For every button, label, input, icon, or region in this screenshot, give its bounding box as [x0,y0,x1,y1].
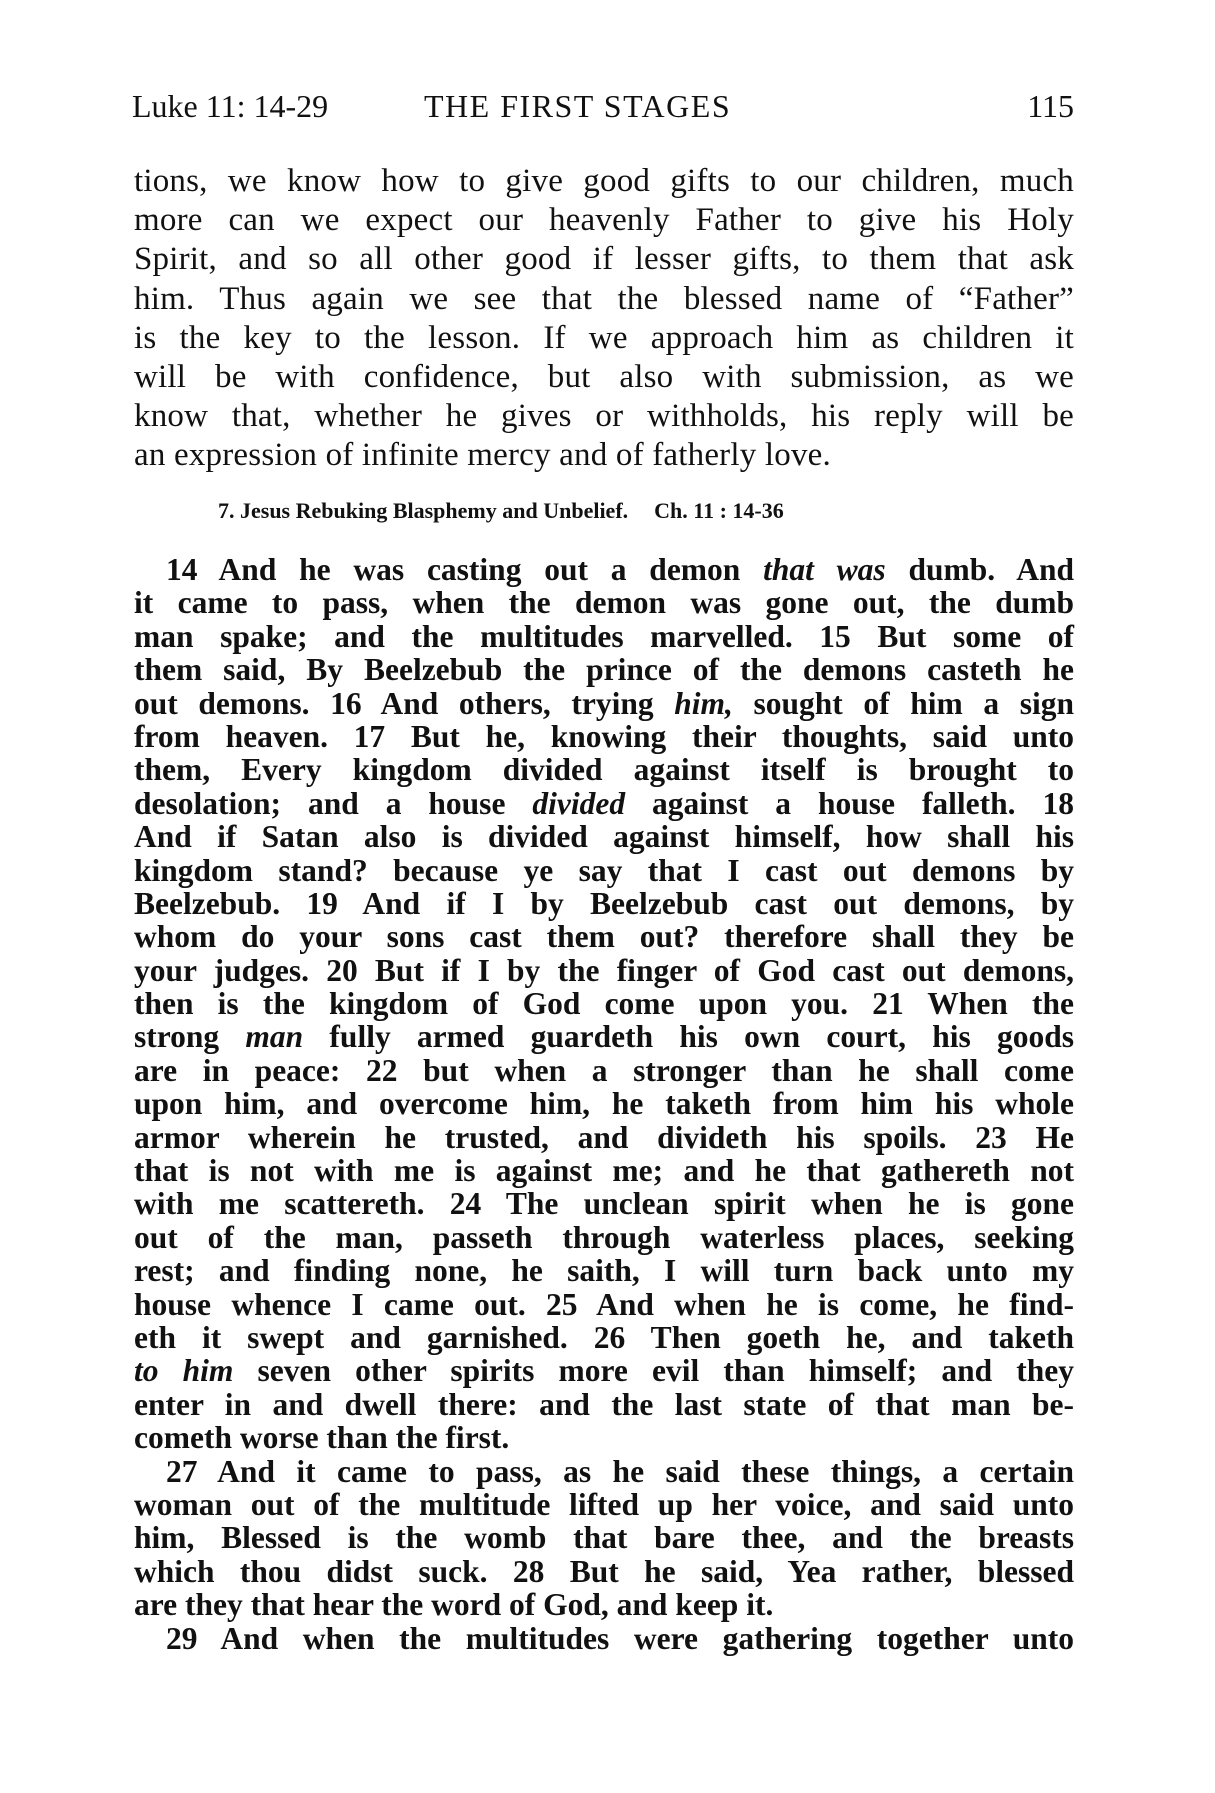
scripture-line: are they that hear the word of God, and keep it. [134,1587,774,1623]
scripture-line: out of the man, passeth through waterless places, seeking [134,1219,1074,1255]
scripture-line: it came to pass, when the demon was gone out, the dumb [134,585,1074,621]
section-title: 7. Jesus Rebuking Blasphemy and Unbelief. [218,498,629,523]
scripture-line [134,1020,1074,1053]
scripture-line [134,687,1074,720]
scripture-line: them said, By Beelzebub the prince of the demons casteth he [134,652,1074,688]
commentary-line: more can we expect our heavenly Father to give his Holy [134,202,1074,239]
scripture-line: your judges. 20 But if I by the finger of God cast out demons, [134,952,1074,988]
scripture-line: whom do your sons cast them out? therefore shall they be [134,919,1074,955]
commentary-paragraph [134,162,1074,476]
text-run: sought of him a sign [732,685,1074,721]
scripture-line: armor wherein he trusted, and divideth his spoils. 23 He [134,1119,1074,1155]
scripture-line: 27 And it came to pass, as he said these things, a certain [166,1453,1074,1489]
scripture-line: woman out of the multitude lifted up her voice, and said unto [134,1486,1074,1522]
scripture-line: Beelzebub. 19 And if I by Beelzebub cast out demons, by [134,885,1074,921]
scripture-line: And if Satan also is divided against himself, how shall his [134,819,1074,855]
scripture-line: cometh worse than the first. [134,1420,510,1456]
scripture-line: house whence I came out. 25 And when he is come, he find- [134,1286,1074,1322]
scripture-line: man spake; and the multitudes marvelled. 15 But some of [134,618,1074,654]
section-heading [218,496,1018,526]
commentary-line: an expression of infinite mercy and of fatherly love. [134,437,831,474]
section-reference: Ch. 11 : 14-36 [654,498,784,523]
italic-run: to him [134,1353,234,1389]
header-chapter-title: THE FIRST STAGES [424,88,732,124]
scripture-line: are in peace: 22 but when a stronger than he shall come [134,1052,1074,1088]
italic-run: him, [674,685,733,721]
commentary-line: is the key to the lesson. If we approach him as children it [134,319,1074,356]
text-run: seven other spirits more evil than himself; and they [233,1353,1074,1389]
text-run: strong [134,1019,246,1055]
scripture-line: which thou didst suck. 28 But he said, Yea rather, blessed [134,1553,1074,1589]
scripture-text [134,553,1074,1655]
commentary-line: will be with confidence, but also with submission, as we [134,358,1074,395]
commentary-line: tions, we know how to give good gifts to our children, much [134,163,1074,199]
text-run: dumb. And [885,552,1074,587]
scripture-line: from heaven. 17 But he, knowing their thoughts, said unto [134,718,1074,754]
scripture-line: upon him, and overcome him, he taketh from him his whole [134,1086,1074,1122]
commentary-line: know that, whether he gives or withholds, his reply will be [134,398,1074,435]
text-run: 14 And he was casting out a demon [166,552,764,587]
scripture-line: them, Every kingdom divided against itself is brought to [134,752,1074,788]
italic-run: divided [532,785,626,821]
text-run: fully armed guardeth his own court, his goods [303,1019,1074,1055]
commentary-line: him. Thus again we see that the blessed name of “Father” [134,280,1074,317]
scripture-line: eth it swept and garnished. 26 Then goeth he, and taketh [134,1319,1074,1355]
scripture-line [134,787,1074,820]
italic-run: man [245,1019,304,1055]
scripture-line: that is not with me is against me; and he that gathereth not [134,1153,1074,1189]
text-run: desolation; and a house [134,785,533,821]
scripture-line [134,553,1074,586]
scripture-line: then is the kingdom of God come upon you. 21 When the [134,986,1074,1022]
commentary-line: Spirit, and so all other good if lesser gifts, to them that ask [134,241,1074,278]
italic-run: that was [763,552,886,587]
scripture-line: kingdom stand? because ye say that I cast out demons by [134,852,1074,888]
header-reference: Luke 11: 14-29 [132,88,329,124]
scripture-line: 29 And when the multitudes were gathering together unto [166,1620,1074,1656]
scripture-line: with me scattereth. 24 The unclean spirit when he is gone [134,1186,1074,1222]
text-run: against a house falleth. 18 [625,785,1074,821]
scripture-line [134,1354,1074,1387]
scripture-line: enter in and dwell there: and the last state of that man be- [134,1386,1074,1422]
scripture-line: him, Blessed is the womb that bare thee, and the breasts [134,1520,1074,1556]
scripture-line: rest; and finding none, he saith, I will turn back unto my [134,1253,1074,1289]
page-number: 115 [1027,88,1074,124]
text-run: out demons. 16 And others, trying [134,685,675,721]
